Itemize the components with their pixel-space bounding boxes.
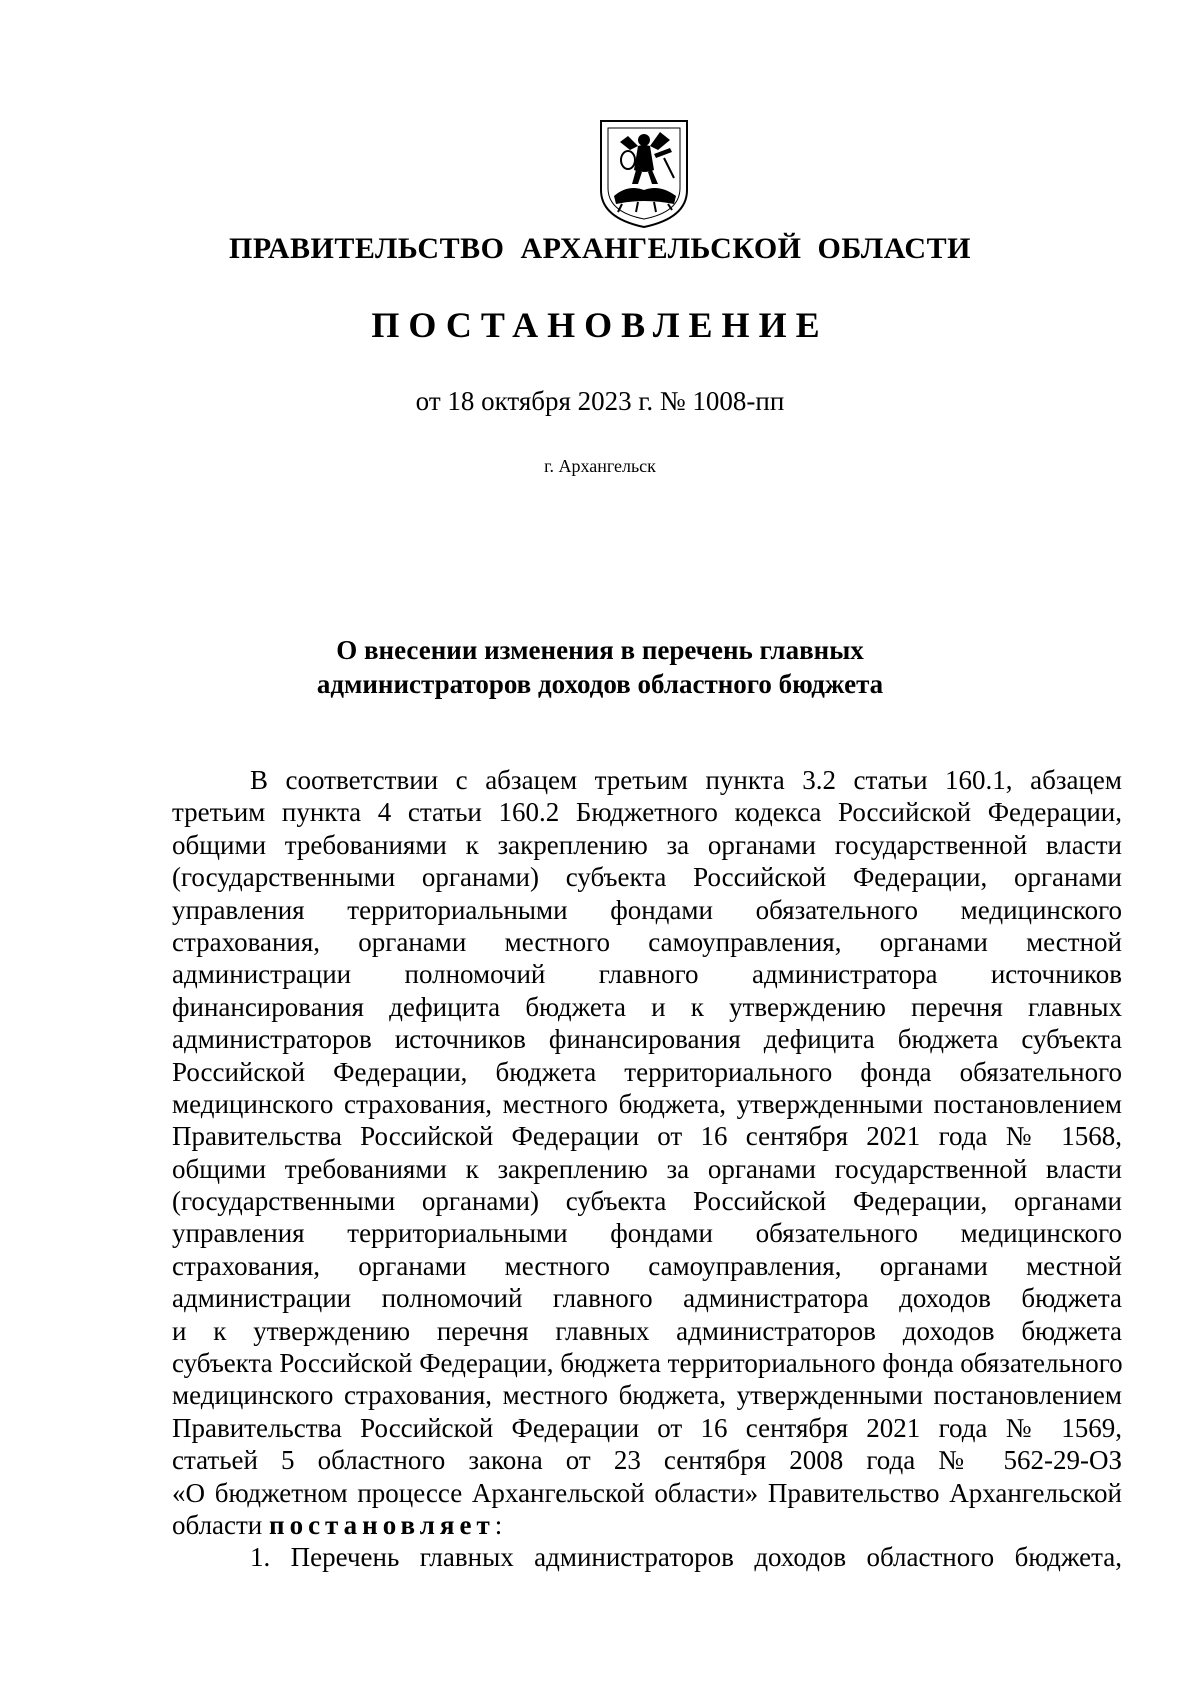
- body-line: общими требованиями к закреплению за органами государственной власти: [172, 829, 1122, 860]
- document-title: [0, 633, 1200, 701]
- body-line: финансирования дефицита бюджета и к утверждению перечня главных: [172, 991, 1122, 1022]
- body-line: Российской Федерации, бюджета территориального фонда обязательного: [172, 1056, 1122, 1087]
- body-line: медицинского страхования, местного бюджета, утвержденными постановлением: [172, 1380, 1122, 1411]
- document-date-number: от 18 октября 2023 г. № 1008-пп: [415, 386, 785, 416]
- body-line: страхования, органами местного самоуправления, органами местной: [172, 926, 1122, 957]
- body-line: «О бюджетном процессе Архангельской области» Правительство Архангельской: [172, 1477, 1122, 1508]
- body-line: (государственными органами) субъекта Российской Федерации, органами: [172, 862, 1122, 893]
- body-line-resolution: [172, 1509, 1122, 1541]
- body-line: администраторов источников финансирования дефицита бюджета субъекта: [172, 1024, 1122, 1055]
- body-line: медицинского страхования, местного бюджета, утвержденными постановлением: [172, 1088, 1122, 1119]
- organization-name: ПРАВИТЕЛЬСТВО АРХАНГЕЛЬСКОЙ ОБЛАСТИ: [229, 232, 971, 265]
- body-line: общими требованиями к закреплению за органами государственной власти: [172, 1153, 1122, 1184]
- title-line: О внесении изменения в перечень главных: [336, 635, 864, 665]
- resolution-prefix: области: [172, 1509, 263, 1540]
- document-body: [172, 764, 1122, 1574]
- body-line: управления территориальными фондами обязательного медицинского: [172, 894, 1122, 925]
- body-line: Правительства Российской Федерации от 16 сентября 2021 года № 1568,: [172, 1121, 1122, 1152]
- body-line: третьим пункта 4 статьи 160.2 Бюджетного кодекса Российской Федерации,: [172, 797, 1122, 828]
- body-line: администрации полномочий главного администратора источников: [172, 959, 1122, 990]
- title-line: администраторов доходов областного бюджета: [316, 669, 884, 699]
- body-line: управления территориальными фондами обязательного медицинского: [172, 1218, 1122, 1249]
- item-1-line: 1. Перечень главных администраторов доходов областного бюджета,: [250, 1542, 1122, 1573]
- document-city: г. Архангельск: [544, 456, 656, 476]
- resolution-suffix: :: [494, 1509, 503, 1540]
- body-line: и к утверждению перечня главных администраторов доходов бюджета: [172, 1315, 1122, 1346]
- document-type: ПОСТАНОВЛЕНИЕ: [371, 305, 829, 345]
- body-line: страхования, органами местного самоуправления, органами местной: [172, 1250, 1122, 1281]
- body-line: В соответствии с абзацем третьим пункта 3.2 статьи 160.1, абзацем: [250, 765, 1122, 795]
- body-line: субъекта Российской Федерации, бюджета территориального фонда обязательного: [172, 1348, 1123, 1379]
- body-line: (государственными органами) субъекта Российской Федерации, органами: [172, 1186, 1122, 1217]
- resolution-emphasis: постановляет: [269, 1509, 495, 1540]
- body-line: администрации полномочий главного администратора доходов бюджета: [172, 1283, 1122, 1314]
- body-line: статьей 5 областного закона от 23 сентября 2008 года № 562-29-ОЗ: [172, 1445, 1122, 1476]
- coat-of-arms-emblem: [598, 118, 690, 230]
- body-line: Правительства Российской Федерации от 16 сентября 2021 года № 1569,: [172, 1412, 1122, 1443]
